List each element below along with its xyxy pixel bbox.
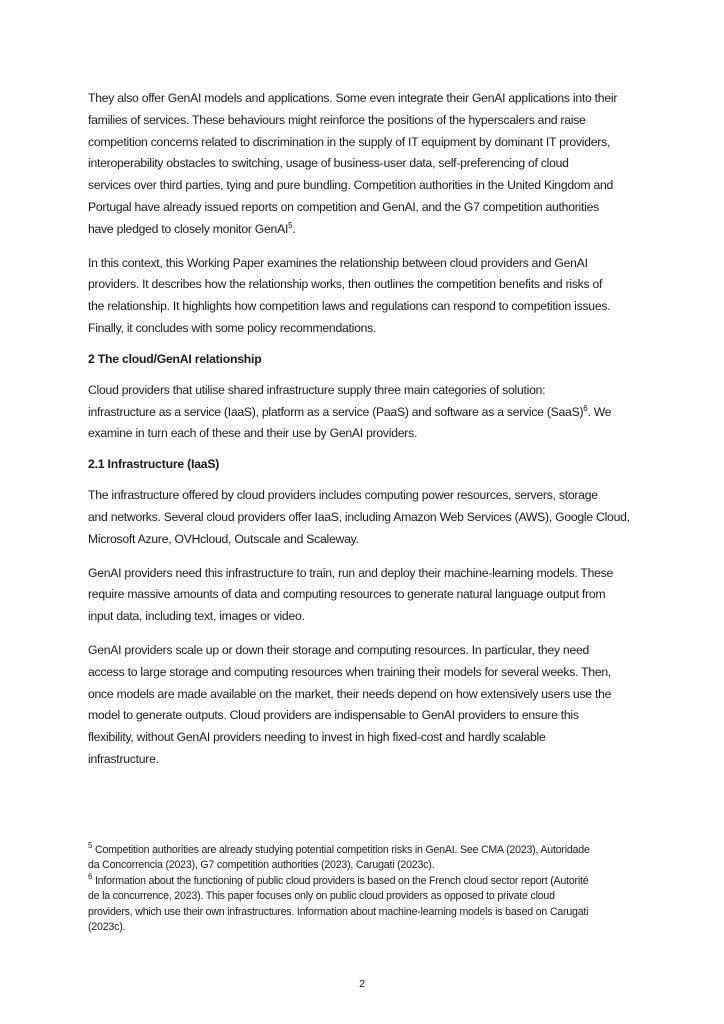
text: (2023c).: [88, 921, 126, 934]
body-text: [88, 88, 648, 783]
footnote-number: 6: [88, 871, 93, 881]
text: .: [292, 221, 296, 236]
text-line: input data, including text, images or video.: [88, 609, 305, 624]
text: de la concurrence, 2023). This paper focuses only on public cloud providers as opposed to private cloud: [88, 890, 555, 903]
text-line: access to large storage and computing resources when training their models for several weeks. Then,: [88, 664, 612, 679]
text-line: interoperability obstacles to switching, usage of business-user data, self-preferencing of cloud: [88, 156, 569, 171]
text: . We: [587, 404, 612, 419]
text-line: Portugal have already issued reports on competition and GenAI, and the G7 competition authorities: [88, 199, 599, 214]
text: Information about the functioning of public cloud providers is based on the French cloud sector report (Autorité: [95, 874, 589, 887]
text: providers, which use their own infrastructures. Information about machine-learning models is based on Carugati: [88, 905, 589, 918]
text: da Concorrencia (2023), G7 competition authorities (2023), Carugati (2023c).: [88, 859, 435, 872]
footnote-line: [88, 920, 648, 935]
text-line: once models are made available on the market, their needs depend on how extensively users use the: [88, 686, 612, 701]
footnote-line: [88, 905, 648, 920]
text-line: infrastructure.: [88, 751, 159, 766]
text-line: [88, 219, 648, 241]
text-line: providers. It describes how the relationship works, then outlines the competition benefits and risks of: [88, 277, 603, 292]
footnotes: [88, 843, 648, 935]
footnote-number: 5: [88, 841, 93, 850]
page-number: 2: [359, 978, 365, 990]
text-line: Cloud providers that utilise shared infrastructure supply three main categories of solution:: [88, 382, 546, 397]
paragraph: [88, 253, 648, 340]
text-line: require massive amounts of data and computing resources to generate natural language output from: [88, 587, 606, 602]
paragraph: [88, 380, 648, 445]
text-line: In this context, this Working Paper examines the relationship between cloud providers and GenAI: [88, 255, 588, 270]
text-line: They also offer GenAI models and applications. Some even integrate their GenAI applications into their: [88, 91, 618, 105]
text-line: model to generate outputs. Cloud providers are indispensable to GenAI providers to ensure this: [88, 708, 579, 723]
footnote-ref: 6: [583, 403, 588, 413]
text-line: examine in turn each of these and their use by GenAI providers.: [88, 426, 418, 441]
text-line: and networks. Several cloud providers offer IaaS, including Amazon Web Services (AWS), Google Cloud,: [88, 509, 630, 524]
paragraph: [88, 485, 648, 550]
text-line: GenAI providers scale up or down their storage and computing resources. In particular, they need: [88, 642, 590, 657]
footnote: [88, 843, 648, 874]
text-line: [88, 402, 648, 424]
footnote-line: [88, 871, 648, 889]
text-line: Finally, it concludes with some policy recommendations.: [88, 320, 377, 335]
text: Competition authorities are already studying potential competition risks in GenAI. See CMA (2023), Autoridade: [95, 844, 590, 856]
text-line: services over third parties, tying and pure bundling. Competition authorities in the United Kingdom and: [88, 178, 614, 193]
footnote-line: [88, 889, 648, 904]
text-line: Microsoft Azure, OVHcloud, Outscale and Scaleway.: [88, 531, 359, 546]
paragraph: [88, 88, 648, 241]
footnote: [88, 871, 648, 936]
footnote-ref: 5: [288, 220, 293, 230]
text: infrastructure as a service (IaaS), platform as a service (PaaS) and software as a service (SaaS): [88, 404, 584, 419]
text-line: GenAI providers need this infrastructure to train, run and deploy their machine-learning models. These: [88, 565, 614, 580]
text-line: The infrastructure offered by cloud providers includes computing power resources, servers, storage: [88, 488, 598, 503]
text: have pledged to closely monitor GenAI: [88, 221, 289, 236]
paragraph: [88, 640, 648, 771]
footnote-line: [88, 843, 648, 858]
text-line: flexibility, without GenAI providers needing to invest in high fixed-cost and hardly scalable: [88, 730, 546, 745]
paragraph: [88, 563, 648, 628]
section-heading: 2 The cloud/GenAI relationship: [88, 351, 262, 366]
footnote-line: [88, 858, 648, 873]
text-line: families of services. These behaviours might reinforce the positions of the hyperscalers and raise: [88, 112, 586, 127]
text-line: the relationship. It highlights how competition laws and regulations can respond to competition issues.: [88, 299, 611, 314]
text-line: competition concerns related to discrimination in the supply of IT equipment by dominant IT providers,: [88, 134, 611, 149]
section-heading: 2.1 Infrastructure (IaaS): [88, 457, 220, 472]
